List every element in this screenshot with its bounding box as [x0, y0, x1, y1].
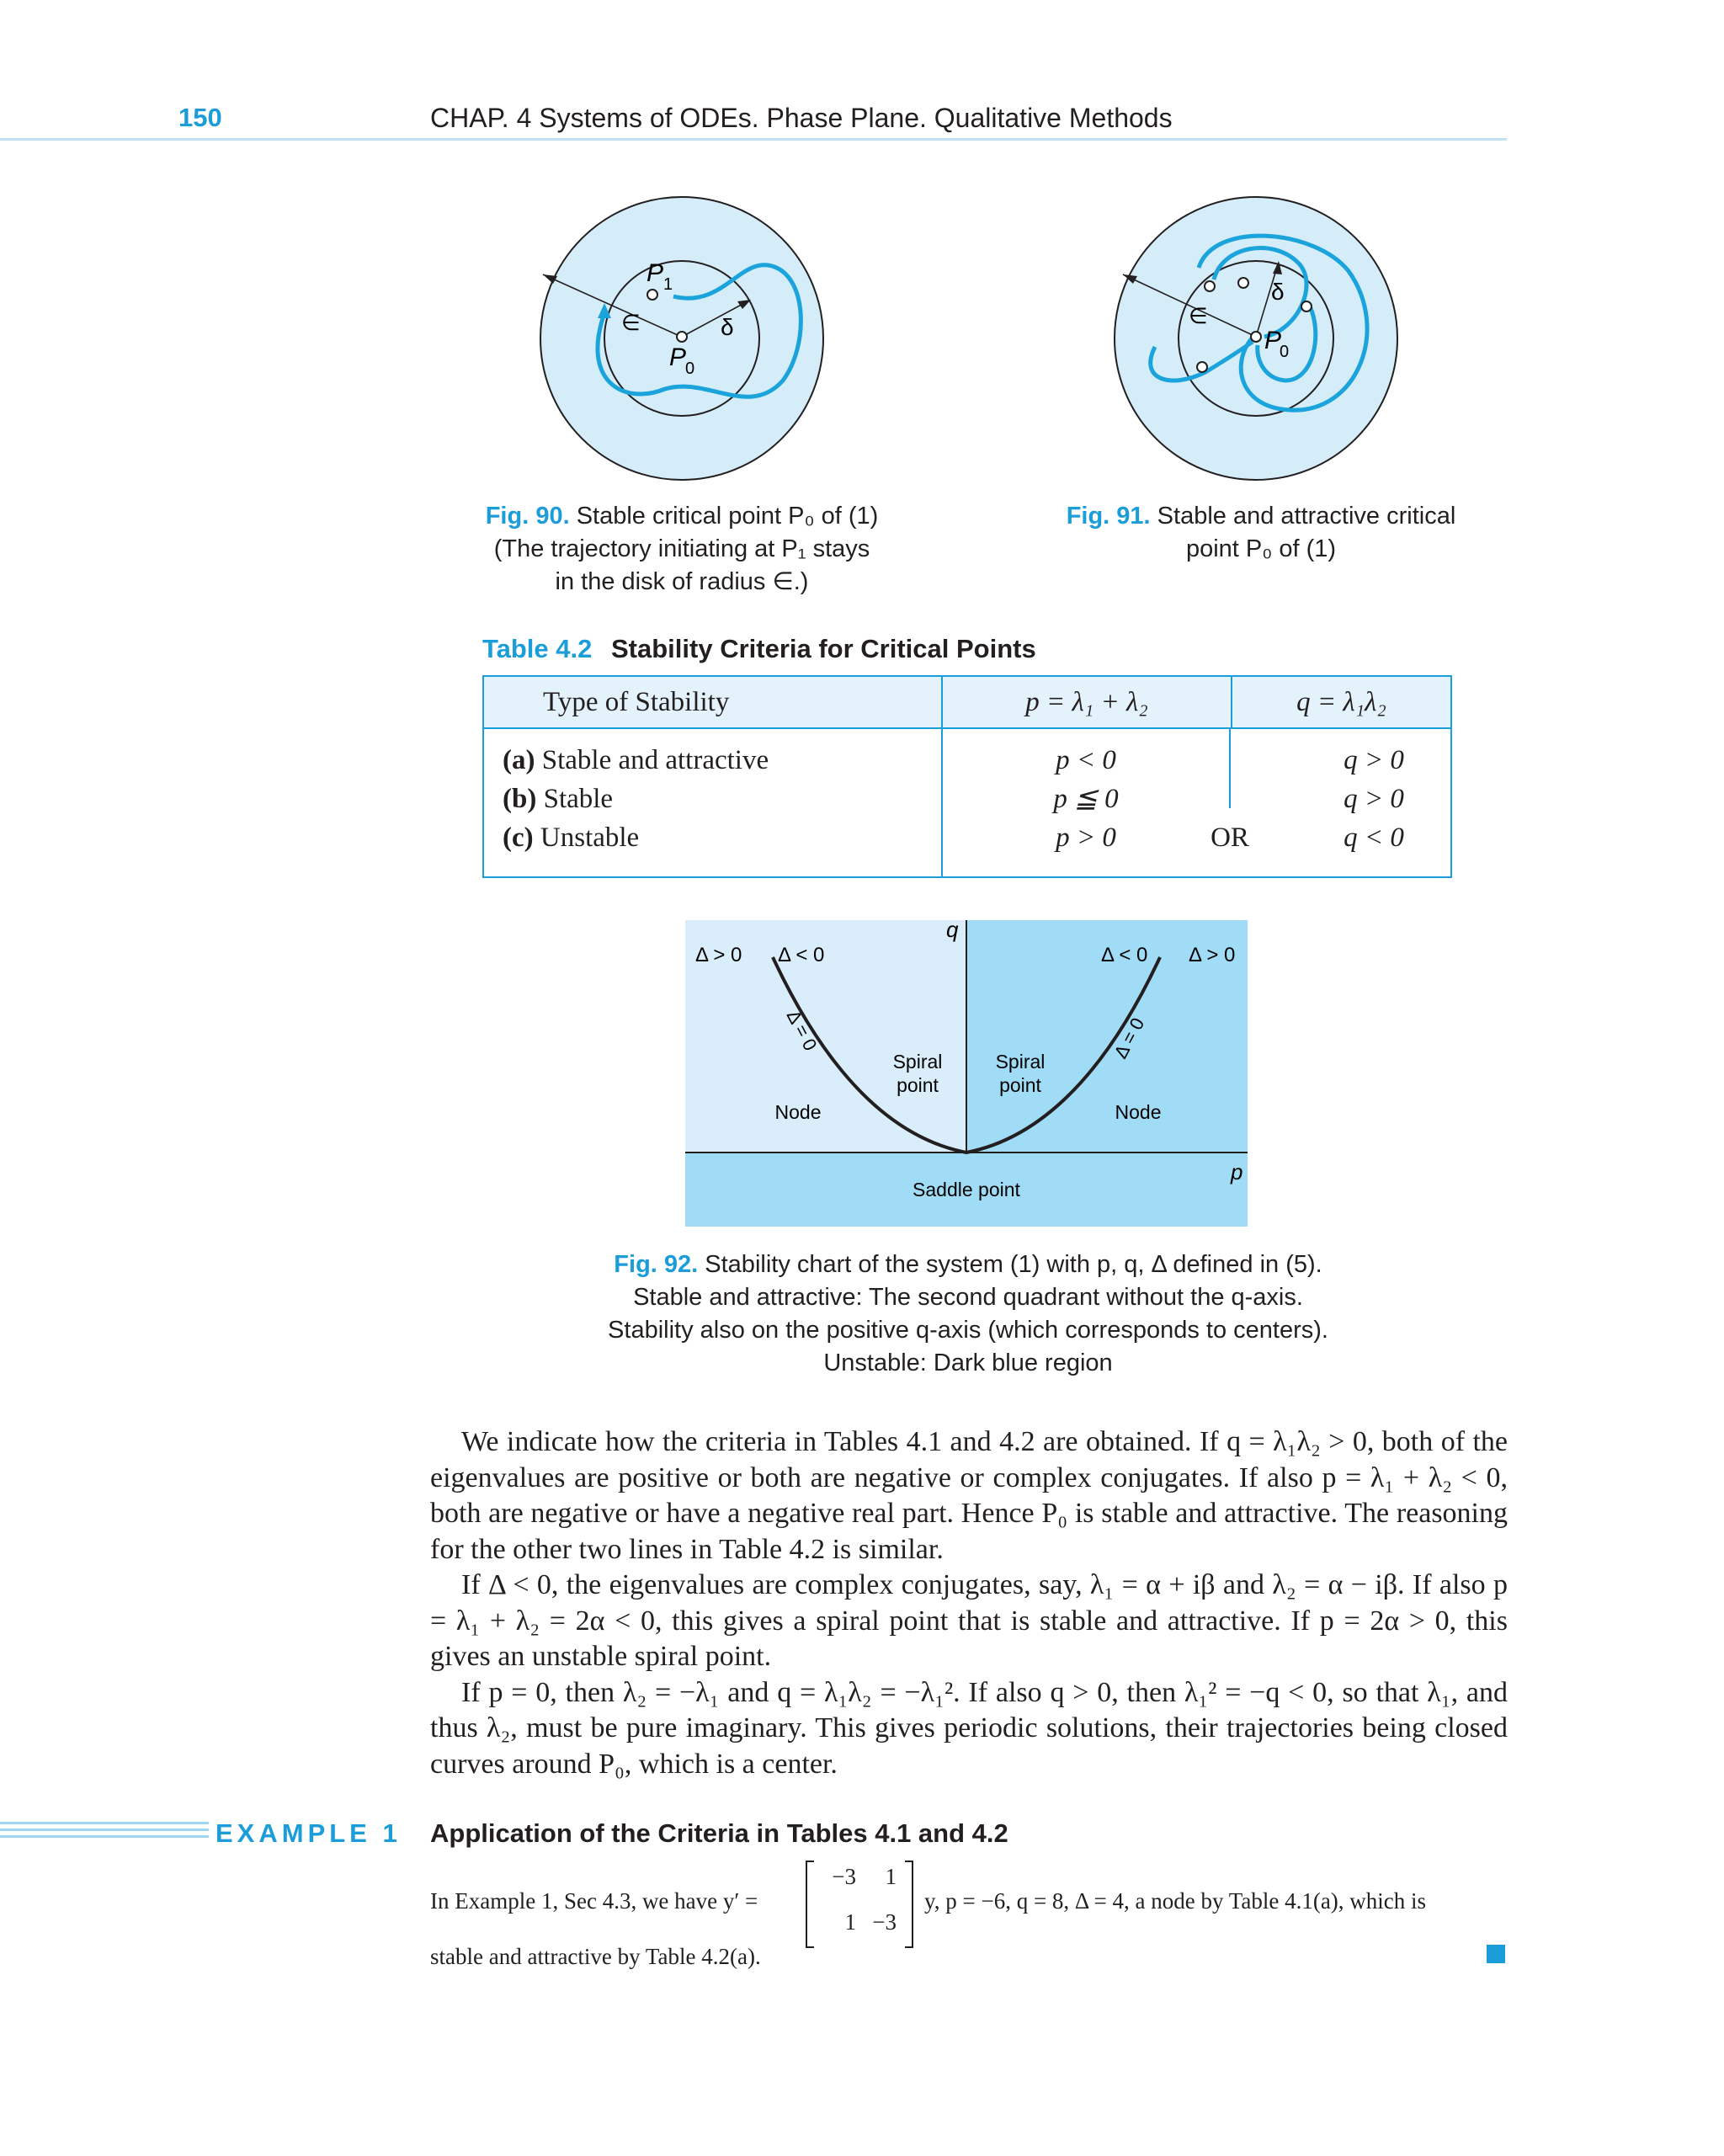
- matrix-cell-12: 1: [885, 1864, 897, 1889]
- example-text-line2: stable and attractive by Table 4.2(a).: [430, 1944, 761, 1969]
- fig90-p1-sub: 1: [663, 275, 673, 294]
- fig92-caption-line4: Unstable: Dark blue region: [823, 1349, 1113, 1376]
- table-title: [482, 634, 1036, 664]
- fig91-delta-label: δ: [1271, 279, 1285, 305]
- fig92-p-axis-label: p: [1231, 1159, 1243, 1184]
- fig91-p0-point: [1251, 332, 1261, 342]
- example-text-after: y, p = −6, q = 8, Δ = 4, a node by Table 4.1(a), which is: [924, 1888, 1427, 1914]
- table-body-row: [483, 728, 1451, 877]
- example-rules: [0, 1822, 209, 1840]
- fig91-epsilon-label: ∈: [1189, 303, 1208, 328]
- end-of-example-mark: [1487, 1945, 1505, 1963]
- fig91-caption: [1034, 500, 1488, 566]
- row-a-type: Stable and attractive: [541, 745, 769, 775]
- body-paragraph-2: If Δ < 0, the eigenvalues are complex conjugates, say, λ₁ = α + iβ and λ₂ = α − iβ. If also p = λ₁ + λ₂ = 2α < 0, this gives a spiral point that is stable and attractive. If p = 2α > 0, this gives an unstable spiral point.: [430, 1569, 1508, 1672]
- fig92-spiral-left: Spiral: [892, 1051, 943, 1073]
- row-b-tag: (b): [503, 784, 537, 814]
- fig91-caption-line1: Stable and attractive critical: [1157, 503, 1456, 530]
- fig90-p0-label: P: [669, 343, 687, 371]
- fig90-caption: [455, 500, 909, 599]
- running-head: CHAP. 4 Systems of ODEs. Phase Plane. Qualitative Methods: [430, 103, 1173, 133]
- fig90-caption-line1: Stable critical point P₀ of (1): [576, 503, 879, 530]
- fig90-epsilon-label: ∈: [621, 310, 641, 335]
- table-header-q: q = λ₁λ₂: [1232, 676, 1451, 728]
- fig90-caption-line3: in the disk of radius ∈.): [555, 568, 809, 595]
- stability-table: [482, 675, 1452, 878]
- fig92-delta-gt0-left: Δ > 0: [695, 944, 742, 966]
- body-paragraph-1: We indicate how the criteria in Tables 4.1 and 4.2 are obtained. If q = λ₁λ₂ > 0, both of the eigenvalues are positive or both are negative or complex conjugates. If also p = λ₁ + λ₂ < 0, both are negative or have a negative real part. Hence P₀ is stable and attractive. The reasoning for the other two lines in Table 4.2 is similar.: [430, 1426, 1508, 1565]
- row-c-q: q < 0: [1344, 822, 1404, 853]
- table-header-p: p = λ₁ + λ₂: [942, 676, 1232, 728]
- row-a-tag: (a): [503, 745, 535, 775]
- fig92-delta-eq0-left: Δ = 0: [782, 1006, 822, 1055]
- fig92-q-axis-label: q: [946, 920, 959, 942]
- fig90-caption-label: Fig. 90.: [485, 503, 570, 530]
- fig90-caption-line2: (The trajectory initiating at P₁ stays: [493, 535, 870, 562]
- fig92-caption-label: Fig. 92.: [614, 1251, 699, 1278]
- fig92-caption-line3: Stability also on the positive q-axis (which corresponds to centers).: [608, 1317, 1328, 1344]
- table-header-row: [483, 676, 1451, 728]
- fig92-node-left: Node: [774, 1101, 822, 1123]
- fig91-start-point-2: [1238, 278, 1248, 288]
- fig91-start-point-4: [1197, 362, 1207, 372]
- table-criteria-cell: [942, 728, 1451, 877]
- body-paragraph-3: If p = 0, then λ₂ = −λ₁ and q = λ₁λ₂ = −λ₁². If also q > 0, then λ₁² = −q < 0, so that λ₁, and thus λ₂, must be pure imaginary. This gives periodic solutions, their trajectories being closed curves around P₀, which is a center.: [430, 1676, 1508, 1780]
- fig92-delta-lt0-left: Δ < 0: [778, 944, 825, 966]
- header-rule: [0, 138, 1507, 141]
- table-label: Table 4.2: [482, 634, 593, 663]
- fig91-caption-label: Fig. 91.: [1066, 503, 1151, 530]
- row-c-type: Unstable: [540, 822, 640, 853]
- row-c-p: p > 0: [1056, 822, 1116, 853]
- fig92-delta-eq0-right: Δ = 0: [1109, 1014, 1149, 1062]
- fig91-p0-sub: 0: [1280, 343, 1290, 361]
- table-row: [503, 780, 940, 818]
- fig91-start-point-3: [1301, 301, 1312, 311]
- row-a-q: q > 0: [1344, 745, 1404, 775]
- row-c-tag: (c): [503, 822, 534, 853]
- matrix-cell-21: 1: [844, 1909, 856, 1935]
- fig90-p0-sub: 0: [685, 359, 695, 378]
- fig92-delta-lt0-right: Δ < 0: [1101, 944, 1148, 966]
- body-text: [430, 1424, 1508, 1782]
- row-b-q: q > 0: [1344, 784, 1404, 814]
- page-number: 150: [178, 103, 222, 132]
- example-title: Application of the Criteria in Tables 4.1 and 4.2: [430, 1818, 1008, 1848]
- fig91-diagram: [1104, 187, 1407, 490]
- fig90-p1-point: [647, 290, 657, 300]
- table-row: [503, 741, 940, 780]
- fig92-spiral-right-point: point: [999, 1074, 1041, 1096]
- table-or-label: OR: [1211, 822, 1249, 853]
- fig90-delta-label: δ: [721, 314, 734, 340]
- row-b-type: Stable: [543, 784, 614, 814]
- matrix-left-bracket: [806, 1861, 814, 1948]
- fig91-start-point-1: [1205, 281, 1215, 291]
- fig90-p0-point: [677, 332, 687, 342]
- row-b-p: p ≦ 0: [1053, 784, 1119, 814]
- fig92-node-right: Node: [1115, 1101, 1162, 1123]
- fig90-diagram: [530, 187, 833, 490]
- row-a-p: p < 0: [1056, 745, 1116, 775]
- fig92-caption-line1: Stability chart of the system (1) with p, q, Δ defined in (5).: [705, 1251, 1322, 1278]
- table-title-text: Stability Criteria for Critical Points: [611, 634, 1036, 663]
- table-row: [503, 818, 940, 857]
- fig92-stability-chart: [685, 920, 1248, 1227]
- fig92-delta-gt0-right: Δ > 0: [1189, 944, 1236, 966]
- fig92-caption-line2: Stable and attractive: The second quadrant without the q-axis.: [633, 1284, 1303, 1311]
- fig90-p1-label: P: [646, 259, 664, 287]
- matrix-cell-22: −3: [872, 1909, 897, 1935]
- fig92-spiral-right: Spiral: [995, 1051, 1046, 1073]
- example-matrix: [806, 1861, 913, 1945]
- matrix-cell-11: −3: [832, 1864, 856, 1889]
- table-header-type: Type of Stability: [483, 676, 942, 728]
- fig92-spiral-left-point: point: [897, 1074, 939, 1096]
- table-q-column: [1231, 741, 1517, 857]
- example-label: EXAMPLE 1: [216, 1818, 402, 1848]
- matrix-right-bracket: [905, 1861, 913, 1948]
- table-p-column: [943, 741, 1229, 857]
- fig92-saddle-label: Saddle point: [913, 1179, 1020, 1200]
- example-text-before: In Example 1, Sec 4.3, we have y′ =: [430, 1888, 758, 1914]
- table-type-cell: [483, 728, 942, 877]
- fig91-p0-label: P: [1264, 327, 1282, 354]
- fig92-caption: [522, 1248, 1414, 1380]
- fig91-caption-line2: point P₀ of (1): [1185, 535, 1337, 562]
